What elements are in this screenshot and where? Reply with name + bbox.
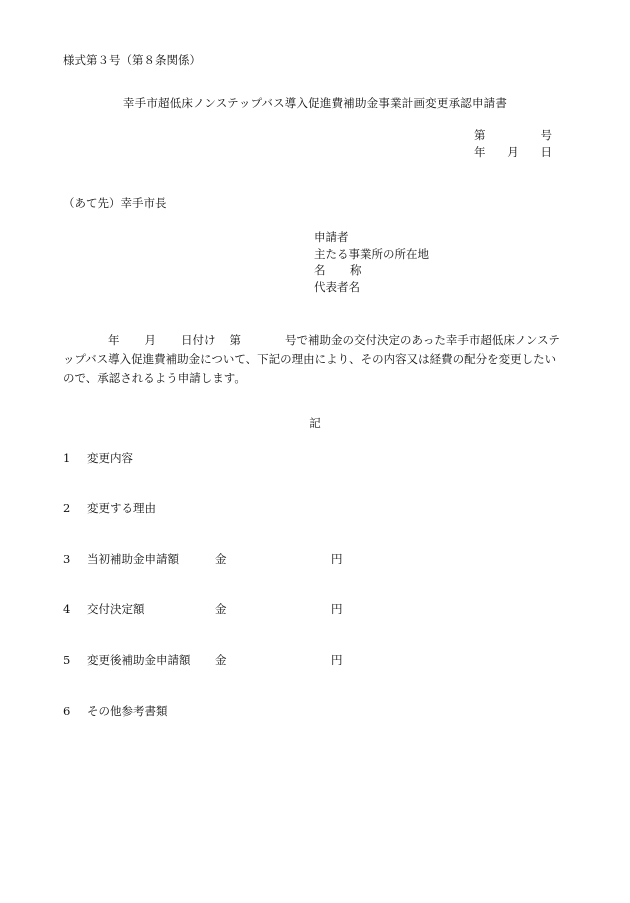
document-number [474,128,552,145]
item-initial-amount [63,552,343,566]
item-number: 4 [63,602,71,616]
ki-heading: 記 [309,416,321,430]
date-year: 年 [474,145,486,159]
kin-label: 金 [215,653,227,667]
applicant-name-label [314,263,429,280]
item-change-content [63,451,133,465]
item-label: その他参考書類 [87,704,168,718]
applicant-block [314,230,429,296]
kin-label: 金 [215,552,227,566]
applicant-heading: 申請者 [314,230,349,244]
body-dated: 日付け [181,333,216,347]
date-month: 月 [507,145,519,159]
item-label: 変更内容 [87,451,133,465]
item-number: 3 [63,552,71,566]
addressee: （あて先）幸手市長 [63,196,167,210]
item-label: 当初補助金申請額 [87,552,179,566]
body-line-1-rest: 号で補助金の交付決定のあった幸手市超低床ノンステ [285,333,560,347]
date-day: 日 [540,145,552,159]
item-label: 交付決定額 [87,602,145,616]
body-dai: 第 [229,333,241,347]
yen-label: 円 [331,602,343,616]
item-number: 1 [63,451,71,465]
applicant-address-label: 主たる事業所の所在地 [314,246,429,261]
body-line-3: ので、承認されるよう申請します。 [63,371,246,385]
item-other-documents [63,704,168,718]
body-line-2: ップバス導入促進費補助金について、下記の理由により、その内容又は経費の配分を変更したい [63,352,557,366]
item-change-reason [63,501,156,515]
item-label: 変更後補助金申請額 [87,653,191,667]
document-title: 幸手市超低床ノンステップバス導入促進費補助金事業計画変更承認申請書 [122,96,508,110]
body-year: 年 [108,333,120,347]
item-number: 2 [63,501,71,515]
kin-label: 金 [215,602,227,616]
name-label-char-1: 名 [314,263,326,277]
doc-number-dai: 第 [474,128,486,142]
document-date [474,145,552,159]
yen-label: 円 [331,552,343,566]
name-label-char-2: 称 [350,263,362,277]
item-number: 6 [63,704,71,718]
body-line-1 [63,331,569,350]
item-changed-amount [63,653,343,667]
yen-label: 円 [331,653,343,667]
form-number: 様式第３号（第８条関係） [63,53,201,67]
body-month: 月 [144,333,156,347]
application-body [63,331,569,388]
item-decided-amount [63,602,343,616]
item-number: 5 [63,653,71,667]
doc-number-go: 号 [540,128,552,142]
applicant-rep-label: 代表者名 [314,279,360,294]
item-label: 変更する理由 [87,501,156,515]
